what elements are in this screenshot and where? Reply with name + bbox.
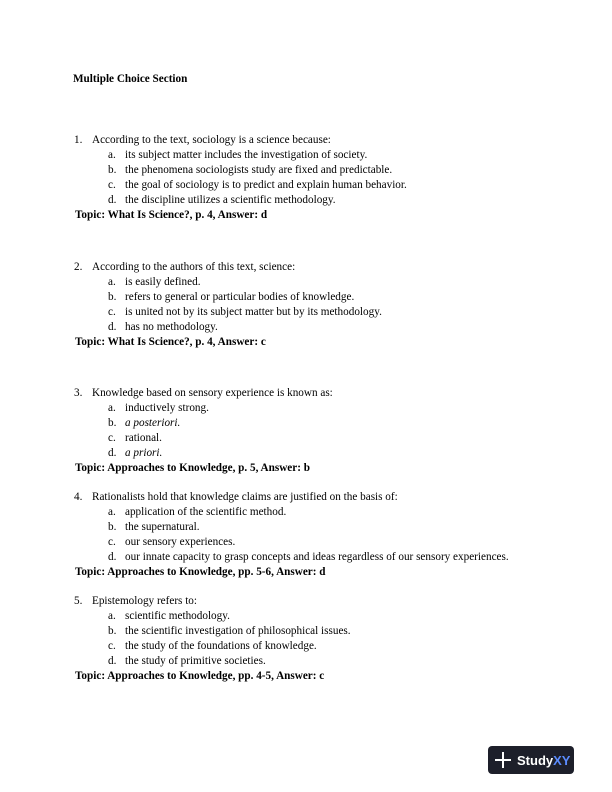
option-c [74, 639, 574, 654]
option-a [74, 505, 574, 520]
option-a [74, 401, 574, 416]
topic-answer: Topic: What Is Science?, p. 4, Answer: d [75, 209, 268, 221]
question-stem [74, 594, 574, 609]
option-letter: a. [108, 610, 116, 622]
topic-answer: Topic: Approaches to Knowledge, p. 5, Answer: b [75, 462, 310, 474]
option-text: application of the scientific method. [125, 506, 287, 518]
options-list [74, 148, 574, 208]
plus-icon [494, 751, 512, 769]
option-letter: d. [108, 655, 117, 667]
option-text: its subject matter includes the investigation of society. [125, 149, 368, 161]
question-number: 3. [74, 387, 83, 399]
studyxy-logo [488, 746, 574, 774]
option-text: has no methodology. [125, 321, 218, 333]
option-text: the supernatural. [125, 521, 200, 533]
option-letter: d. [108, 447, 117, 459]
option-text: the goal of sociology is to predict and explain human behavior. [125, 179, 407, 191]
option-letter: d. [108, 551, 117, 563]
option-b [74, 290, 574, 305]
option-text: a posteriori. [125, 417, 181, 429]
section-title: Multiple Choice Section [73, 73, 188, 85]
option-letter: c. [108, 536, 116, 548]
option-text: the scientific investigation of philosophical issues. [125, 625, 351, 637]
option-a [74, 148, 574, 163]
option-letter: b. [108, 521, 117, 533]
option-letter: c. [108, 432, 116, 444]
option-b [74, 163, 574, 178]
question-text: According to the authors of this text, science: [92, 261, 296, 273]
option-d [74, 320, 574, 335]
option-a [74, 275, 574, 290]
topic-answer: Topic: What Is Science?, p. 4, Answer: c [75, 336, 266, 348]
option-c [74, 178, 574, 193]
option-d [74, 446, 574, 461]
option-letter: a. [108, 402, 116, 414]
question-stem [74, 490, 574, 505]
option-d [74, 654, 574, 669]
option-text: rational. [125, 432, 162, 444]
question-number: 4. [74, 491, 83, 503]
options-list [74, 275, 574, 335]
option-letter: b. [108, 164, 117, 176]
option-text: the discipline utilizes a scientific methodology. [125, 194, 336, 206]
options-list [74, 505, 574, 565]
option-letter: a. [108, 149, 116, 161]
question-5 [74, 594, 574, 684]
option-d [74, 193, 574, 208]
option-letter: b. [108, 417, 117, 429]
option-letter: b. [108, 625, 117, 637]
option-letter: d. [108, 321, 117, 333]
option-d [74, 550, 574, 565]
option-letter: c. [108, 179, 116, 191]
question-1 [74, 133, 574, 223]
logo-suffix: XY [553, 752, 571, 768]
option-text: a priori. [125, 447, 163, 459]
question-number: 1. [74, 134, 83, 146]
option-text: the study of primitive societies. [125, 655, 266, 667]
question-2 [74, 260, 574, 350]
option-text: refers to general or particular bodies of knowledge. [125, 291, 355, 303]
option-text: the phenomena sociologists study are fixed and predictable. [125, 164, 393, 176]
option-b [74, 520, 574, 535]
option-letter: b. [108, 291, 117, 303]
option-text: the study of the foundations of knowledge. [125, 640, 317, 652]
option-text: our innate capacity to grasp concepts and ideas regardless of our sensory experiences. [125, 551, 509, 563]
question-4 [74, 490, 574, 580]
options-list [74, 401, 574, 461]
question-number: 2. [74, 261, 83, 273]
option-text: is easily defined. [125, 276, 201, 288]
option-b [74, 416, 574, 431]
question-stem [74, 386, 574, 401]
question-stem [74, 260, 574, 275]
option-letter: c. [108, 640, 116, 652]
question-text: Knowledge based on sensory experience is known as: [92, 387, 333, 399]
logo-prefix: Study [517, 752, 554, 768]
topic-answer: Topic: Approaches to Knowledge, pp. 4-5, Answer: c [75, 670, 325, 682]
option-letter: d. [108, 194, 117, 206]
option-letter: c. [108, 306, 116, 318]
question-3 [74, 386, 574, 476]
option-a [74, 609, 574, 624]
option-text: our sensory experiences. [125, 536, 236, 548]
option-letter: a. [108, 506, 116, 518]
option-b [74, 624, 574, 639]
option-c [74, 535, 574, 550]
question-text: According to the text, sociology is a science because: [92, 134, 331, 146]
options-list [74, 609, 574, 669]
question-number: 5. [74, 595, 83, 607]
question-text: Epistemology refers to: [92, 595, 198, 607]
question-stem [74, 133, 574, 148]
option-c [74, 305, 574, 320]
option-text: scientific methodology. [125, 610, 230, 622]
option-text: inductively strong. [125, 402, 209, 414]
question-text: Rationalists hold that knowledge claims are justified on the basis of: [92, 491, 398, 503]
option-letter: a. [108, 276, 116, 288]
topic-answer: Topic: Approaches to Knowledge, pp. 5-6, Answer: d [75, 566, 326, 578]
logo-text [517, 753, 570, 768]
option-text: is united not by its subject matter but by its methodology. [125, 306, 382, 318]
option-c [74, 431, 574, 446]
